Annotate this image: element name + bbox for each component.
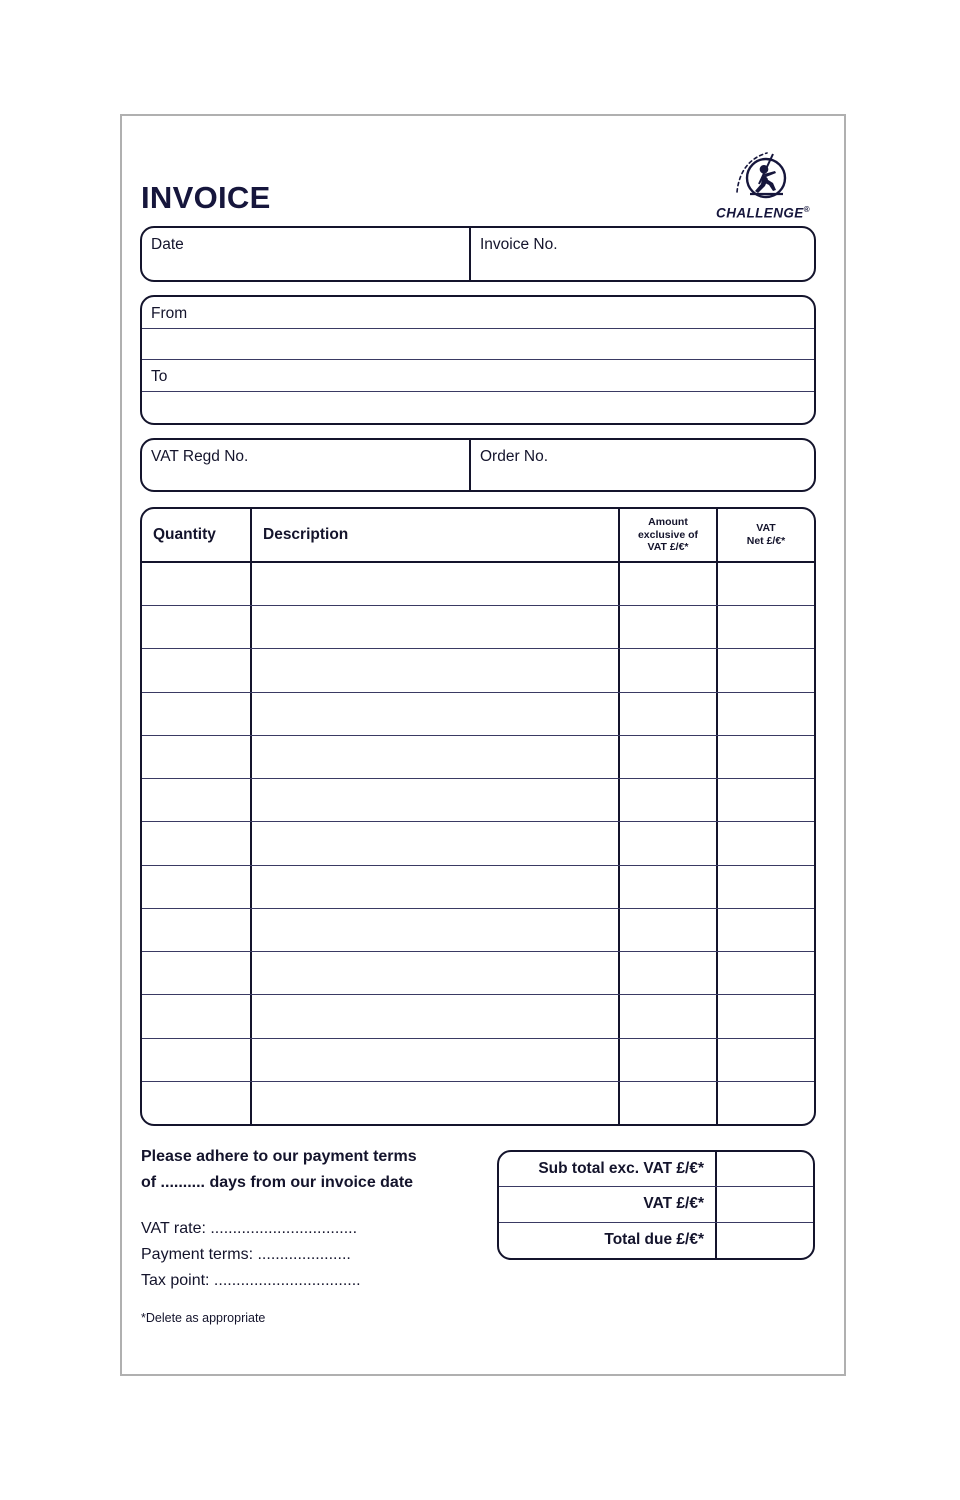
from-label: From [151,305,188,322]
vat-header-line2: Net £/€* [746,535,786,547]
cell-vat-net[interactable] [718,563,814,605]
table-row [142,952,814,995]
from-to-box [140,295,816,425]
cell-quantity[interactable] [142,822,252,864]
amount-header-line1: Amount [648,515,688,528]
cell-vat-net[interactable] [718,736,814,778]
cell-amount-exc-vat[interactable] [620,693,718,735]
table-row [142,1039,814,1082]
invoice-header [140,150,816,222]
cell-description[interactable] [252,1082,620,1124]
cell-vat-net[interactable] [718,606,814,648]
cell-description[interactable] [252,693,620,735]
page-title: INVOICE [141,180,271,215]
table-row [142,779,814,822]
column-header-amount-exc-vat [620,509,718,561]
date-field[interactable] [142,228,471,280]
cell-description[interactable] [252,606,620,648]
total-due-value[interactable] [717,1223,813,1258]
table-row [142,736,814,779]
cell-amount-exc-vat[interactable] [620,649,718,691]
vat-value[interactable] [717,1187,813,1221]
cell-quantity[interactable] [142,1039,252,1081]
vat-order-box [140,438,816,492]
runner-in-circle-icon [733,150,793,206]
vat-regd-no-field[interactable] [142,440,471,490]
cell-amount-exc-vat[interactable] [620,1082,718,1124]
cell-vat-net[interactable] [718,1039,814,1081]
brand-name: CHALLENGE [716,205,804,221]
cell-vat-net[interactable] [718,649,814,691]
cell-quantity[interactable] [142,1082,252,1124]
terms-line-1: Please adhere to our payment terms [141,1148,417,1165]
invoice-no-label: Invoice No. [480,236,558,253]
invoice-footer [140,1144,816,1349]
cell-description[interactable] [252,649,620,691]
vat-regd-no-label: VAT Regd No. [151,448,249,465]
date-invoice-box [140,226,816,282]
order-no-field[interactable] [471,440,814,490]
cell-quantity[interactable] [142,649,252,691]
column-header-vat-net-label [744,522,789,548]
to-field[interactable] [142,360,814,392]
column-header-amount-exc-vat-label [635,516,701,554]
subtotal-value[interactable] [717,1152,813,1186]
table-row [142,563,814,606]
cell-vat-net[interactable] [718,909,814,951]
cell-quantity[interactable] [142,606,252,648]
table-body [142,563,814,1124]
line-items-table [140,507,816,1126]
registered-mark: ® [803,205,810,214]
cell-amount-exc-vat[interactable] [620,995,718,1037]
vat-header-line1: VAT [756,522,776,535]
column-header-vat-net [718,509,814,561]
cell-amount-exc-vat[interactable] [620,606,718,648]
cell-quantity[interactable] [142,866,252,908]
terms-line-2: of .......... days from our invoice date [141,1173,414,1191]
cell-description[interactable] [252,779,620,821]
cell-vat-net[interactable] [718,952,814,994]
delete-as-appropriate-note: *Delete as appropriate [141,1310,266,1325]
total-due-label: Total due £/€* [499,1223,717,1258]
table-row [142,866,814,909]
cell-quantity[interactable] [142,693,252,735]
cell-description[interactable] [252,909,620,951]
cell-quantity[interactable] [142,952,252,994]
cell-amount-exc-vat[interactable] [620,952,718,994]
amount-header-line2: exclusive of [637,528,699,541]
vat-rate-field[interactable]: VAT rate: ................................. [141,1219,358,1237]
payment-terms-block [141,1144,481,1324]
vat-label: VAT £/€* [499,1187,717,1221]
cell-amount-exc-vat[interactable] [620,563,718,605]
order-no-label: Order No. [480,448,549,465]
cell-amount-exc-vat[interactable] [620,822,718,864]
totals-row-total-due [499,1223,813,1258]
terms-fields [141,1216,481,1294]
invoice-no-field[interactable] [471,228,814,280]
tax-point-field[interactable]: Tax point: ................................. [141,1271,361,1289]
table-header-row [142,509,814,563]
cell-description[interactable] [252,1039,620,1081]
from-field-line2[interactable] [142,329,814,361]
cell-description[interactable] [252,995,620,1037]
column-header-description-label: Description [263,526,349,544]
cell-description[interactable] [252,822,620,864]
column-header-quantity-label: Quantity [153,526,216,544]
cell-vat-net[interactable] [718,693,814,735]
cell-vat-net[interactable] [718,1082,814,1124]
date-label: Date [151,236,184,253]
cell-quantity[interactable] [142,779,252,821]
cell-vat-net[interactable] [718,779,814,821]
table-row [142,822,814,865]
cell-amount-exc-vat[interactable] [620,736,718,778]
table-row [142,995,814,1038]
cell-amount-exc-vat[interactable] [620,779,718,821]
table-row [142,909,814,952]
payment-terms-field[interactable]: Payment terms: ..................... [141,1245,351,1263]
totals-row-subtotal [499,1152,813,1187]
cell-description[interactable] [252,866,620,908]
cell-vat-net[interactable] [718,866,814,908]
invoice-form [140,150,816,1349]
column-header-quantity [142,509,252,561]
totals-row-vat [499,1187,813,1222]
totals-box [497,1150,815,1260]
cell-vat-net[interactable] [718,822,814,864]
amount-header-line3: VAT £/€* [647,541,689,554]
table-row [142,1082,814,1124]
to-field-line2[interactable] [142,392,814,424]
column-header-description [252,509,620,561]
table-row [142,649,814,692]
cell-vat-net[interactable] [718,995,814,1037]
cell-amount-exc-vat[interactable] [620,866,718,908]
brand-wordmark [711,206,815,220]
from-field[interactable] [142,297,814,329]
cell-quantity[interactable] [142,909,252,951]
cell-quantity[interactable] [142,736,252,778]
brand-logo [711,150,815,220]
cell-description[interactable] [252,736,620,778]
cell-description[interactable] [252,563,620,605]
cell-amount-exc-vat[interactable] [620,909,718,951]
cell-quantity[interactable] [142,563,252,605]
cell-description[interactable] [252,952,620,994]
to-label: To [151,368,168,385]
table-row [142,693,814,736]
cell-quantity[interactable] [142,995,252,1037]
cell-amount-exc-vat[interactable] [620,1039,718,1081]
subtotal-label: Sub total exc. VAT £/€* [499,1152,717,1186]
table-row [142,606,814,649]
